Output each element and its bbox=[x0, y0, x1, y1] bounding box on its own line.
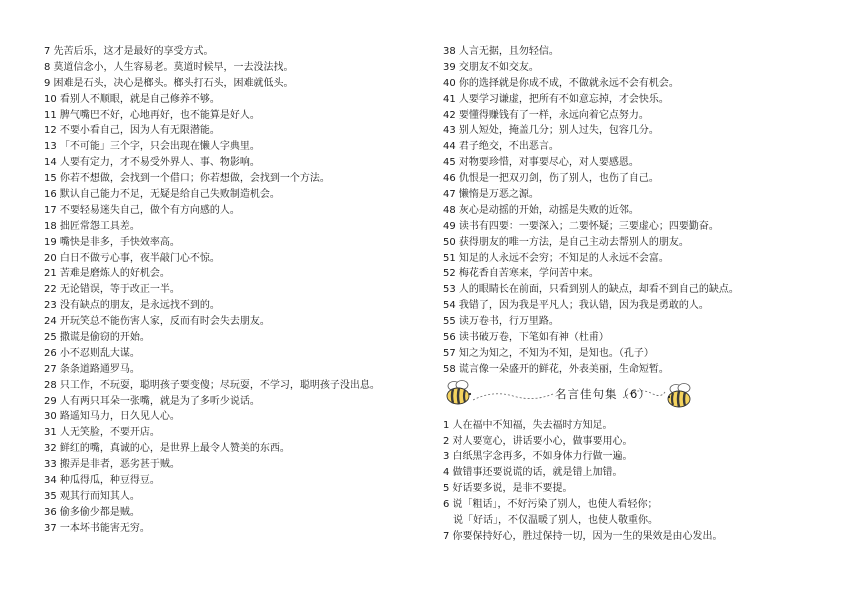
quote-line: 2 对人要宽心，讲话要小心，做事要用心。 bbox=[443, 435, 633, 447]
quote-line: 9 困难是石头，决心是榔头。榔头打石头，困难就低头。 bbox=[44, 77, 294, 89]
quote-line: 16 默认自己能力不足，无疑是给自己失败制造机会。 bbox=[44, 189, 280, 201]
quote-line: 说「好话」，不仅温暖了别人，也使人敬重你。 bbox=[453, 515, 658, 527]
quote-line: 7 先苦后乐，这才是最好的享受方式。 bbox=[44, 46, 214, 57]
quote-line: 40 你的选择就是你成不成，不做就永远不会有机会。 bbox=[443, 77, 679, 89]
right-column bbox=[443, 44, 843, 545]
quote-line: 53 人的眼睛长在前面，只看到别人的缺点，却看不到自己的缺点。 bbox=[443, 284, 739, 296]
quote-line: 37 一本坏书能害无穷。 bbox=[44, 522, 150, 534]
left-column bbox=[44, 44, 434, 537]
quote-line: 28 只工作，不玩耍，聪明孩子要变傻；尽玩耍，不学习，聪明孩子没出息。 bbox=[44, 379, 380, 391]
quote-line: 52 梅花香自苦寒来，学问苦中来。 bbox=[443, 268, 599, 280]
quote-line: 56 读书破万卷，下笔如有神（杜甫） bbox=[443, 332, 609, 344]
quote-line: 42 要懂得赚钱有了一样，永远向着它点努力。 bbox=[443, 109, 649, 121]
quote-line: 57 知之为知之，不知为不知，是知也。（孔子） bbox=[443, 347, 654, 359]
quote-line: 4 做错事还要说谎的话，就是错上加错。 bbox=[443, 467, 623, 479]
quote-line: 31 人无笑脸，不要开店。 bbox=[44, 427, 160, 439]
quote-line: 32 鲜红的嘴，真诚的心，是世界上最令人赞美的东西。 bbox=[44, 443, 290, 455]
quote-line: 8 莫道信念小，人生容易老。莫道时候早，一去没法找。 bbox=[44, 61, 294, 73]
quote-line: 24 开玩笑总不能伤害人家，反而有时会失去朋友。 bbox=[44, 316, 270, 328]
quote-line: 14 人要有定力，才不易受外界人、事、物影响。 bbox=[44, 157, 260, 169]
bee-icon bbox=[443, 380, 477, 408]
quote-line: 23 没有缺点的朋友，是永远找不到的。 bbox=[44, 300, 220, 312]
quote-line: 6 说「粗话」，不好污染了别人，也使人看轻你； bbox=[443, 499, 658, 511]
quote-line: 30 路遥知马力，日久见人心。 bbox=[44, 411, 180, 423]
quote-line: 21 苦难是磨炼人的好机会。 bbox=[44, 268, 170, 280]
quote-line: 55 读万卷书，行万里路。 bbox=[443, 316, 559, 328]
quote-line: 36 偷多偷少都是贼。 bbox=[44, 506, 140, 518]
quote-line: 48 灰心是动摇的开始，动摇是失败的近邻。 bbox=[443, 204, 639, 216]
quote-line: 49 读书有四要：一要深入；二要怀疑；三要虚心；四要勤奋。 bbox=[443, 220, 719, 232]
quote-line: 35 观其行而知其人。 bbox=[44, 490, 140, 502]
quote-line: 44 君子绝交，不出恶言。 bbox=[443, 141, 559, 153]
section-title: 名言佳句集（6） bbox=[555, 386, 651, 401]
quote-line: 50 获得朋友的唯一方法，是自己主动去帮别人的朋友。 bbox=[443, 236, 689, 248]
quote-line: 26 小不忍则乱大谋。 bbox=[44, 347, 140, 359]
quote-line: 43 别人短处，掩盖几分；别人过失，包容几分。 bbox=[443, 125, 659, 137]
quote-line: 17 不要轻易迷失自己，做个有方向感的人。 bbox=[44, 204, 240, 216]
quote-line: 3 白纸黑字念再多，不如身体力行做一遍。 bbox=[443, 451, 633, 463]
quote-line: 46 仇恨是一把双刃剑，伤了别人，也伤了自己。 bbox=[443, 173, 659, 185]
quote-line: 38 人言无据，且勿轻信。 bbox=[443, 46, 559, 57]
quote-line: 29 人有两只耳朵一张嘴，就是为了多听少说话。 bbox=[44, 395, 260, 407]
quote-line: 58 谎言像一朵盛开的鲜花，外表美丽，生命短暂。 bbox=[443, 363, 669, 375]
quote-line: 19 嘴快是非多，手快效率高。 bbox=[44, 236, 180, 248]
quote-list-top bbox=[443, 44, 843, 378]
quote-line: 12 不要小看自己，因为人有无限潜能。 bbox=[44, 125, 220, 137]
quote-line: 18 拙匠常怨工具差。 bbox=[44, 220, 140, 232]
quote-line: 1 人在福中不知福，失去福时方知足。 bbox=[443, 419, 613, 431]
quote-line: 25 撒谎是偷窃的开始。 bbox=[44, 332, 150, 344]
quote-line: 33 搬弄是非者，恶劣甚于贼。 bbox=[44, 459, 180, 471]
quote-line: 20 白日不做亏心事，夜半敲门心不惊。 bbox=[44, 252, 220, 264]
quote-line: 22 无论错误，等于改正一半。 bbox=[44, 284, 180, 296]
quote-line: 34 种瓜得瓜，种豆得豆。 bbox=[44, 475, 160, 487]
quote-line: 45 对物要珍惜，对事要尽心，对人要感恩。 bbox=[443, 157, 639, 169]
quote-line: 51 知足的人永远不会穷；不知足的人永远不会富。 bbox=[443, 252, 669, 264]
quote-line: 47 懒惰是万恶之源。 bbox=[443, 189, 539, 201]
quote-line: 10 看别人不顺眼，就是自己修养不够。 bbox=[44, 93, 220, 105]
quote-line: 7 你要保持好心，胜过保持一切，因为一生的果效是由心发出。 bbox=[443, 530, 723, 542]
quote-list-bottom bbox=[443, 418, 843, 545]
quote-line: 13 「不可能」三个字，只会出现在懒人字典里。 bbox=[44, 141, 260, 153]
quote-line: 41 人要学习谦虚，把所有不如意忘掉，才会快乐。 bbox=[443, 93, 669, 105]
quote-line: 54 我错了，因为我是平凡人；我认错，因为我是勇敢的人。 bbox=[443, 300, 709, 312]
quote-line: 27 条条道路通罗马。 bbox=[44, 363, 140, 375]
section-header bbox=[443, 380, 843, 412]
quote-line: 15 你若不想做，会找到一个借口；你若想做，会找到一个方法。 bbox=[44, 173, 330, 185]
bee-icon bbox=[661, 383, 695, 411]
quote-line: 5 好话要多说，是非不要提。 bbox=[443, 483, 573, 495]
quote-line: 39 交朋友不如交友。 bbox=[443, 61, 539, 73]
quote-line: 11 脾气嘴巴不好，心地再好，也不能算是好人。 bbox=[44, 109, 260, 121]
